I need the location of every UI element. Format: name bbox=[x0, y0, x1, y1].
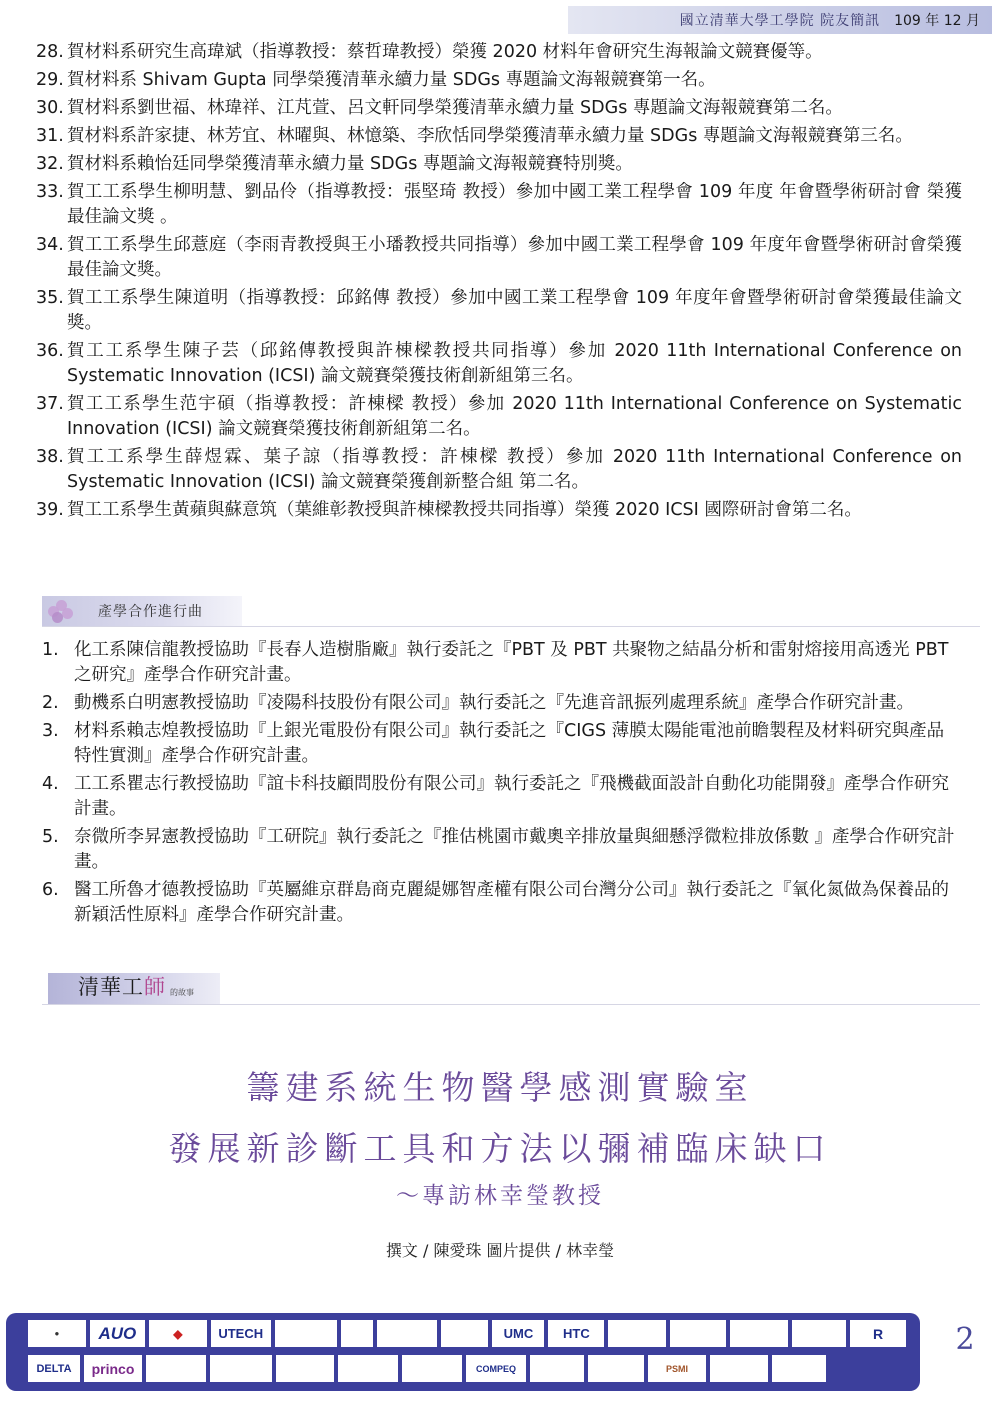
sponsor-logo bbox=[276, 1355, 334, 1382]
item-number: 37. bbox=[36, 394, 64, 414]
item-number: 28. bbox=[36, 42, 64, 62]
sponsor-logo bbox=[377, 1320, 437, 1347]
list-item bbox=[42, 691, 956, 716]
sponsor-logo bbox=[341, 1320, 373, 1347]
list-item bbox=[42, 878, 956, 928]
header-banner bbox=[568, 6, 992, 34]
item-number: 2. bbox=[42, 693, 59, 713]
item-number: 39. bbox=[36, 500, 64, 520]
sponsor-logo-r: R bbox=[850, 1320, 906, 1347]
item-text: 賀材料系 Shivam Gupta 同學榮獲清華永續力量 SDGs 專題論文海報競賽第一名。 bbox=[67, 70, 716, 90]
issue-date: 109 年 12 月 bbox=[894, 13, 980, 29]
sponsor-logo bbox=[710, 1355, 768, 1382]
page-number: 2 bbox=[955, 1322, 975, 1357]
feature-banner bbox=[48, 973, 220, 1005]
item-number: 5. bbox=[42, 827, 59, 847]
item-number: 32. bbox=[36, 154, 64, 174]
article-title bbox=[0, 1062, 1000, 1170]
section-title: 產學合作進行曲 bbox=[98, 604, 203, 620]
newsletter-name: 國立清華大學工學院 院友簡訊 bbox=[679, 13, 881, 29]
list-item bbox=[36, 286, 962, 336]
divider bbox=[42, 1004, 980, 1005]
item-number: 36. bbox=[36, 341, 64, 361]
sponsor-logo bbox=[441, 1320, 489, 1347]
list-item bbox=[36, 68, 962, 93]
item-number: 35. bbox=[36, 288, 64, 308]
sponsor-logo bbox=[338, 1355, 398, 1382]
sponsor-logo-utech: UTECH bbox=[211, 1320, 271, 1347]
sponsor-logo bbox=[730, 1320, 788, 1347]
sponsor-logo bbox=[588, 1355, 644, 1382]
item-number: 3. bbox=[42, 721, 59, 741]
item-text: 賀材料系研究生高瑋斌（指導教授：蔡哲瑋教授）榮獲 2020 材料年會研究生海報論文競賽優等。 bbox=[67, 42, 823, 62]
sponsor-logo-umc: UMC bbox=[492, 1320, 544, 1347]
item-text: 賀材料系許家捷、林芳宜、林曜與、林憶築、李欣恬同學榮獲清華永續力量 SDGs 專題論文海報競賽第三名。 bbox=[67, 126, 913, 146]
sponsor-logo bbox=[275, 1320, 337, 1347]
item-text: 賀工工系學生范宇碩（指導教授：許棟樑 教授）參加 2020 11th International Conference on Systematic Innovation (ICSI) 論文競賽榮獲技術創新組第二名。 bbox=[67, 394, 962, 439]
sponsor-row bbox=[28, 1355, 910, 1382]
section-header-coop bbox=[42, 596, 242, 626]
sponsor-logo bbox=[146, 1355, 206, 1382]
sponsor-row bbox=[28, 1320, 910, 1347]
sponsor-logo bbox=[670, 1320, 726, 1347]
list-item bbox=[36, 96, 962, 121]
item-text: 醫工所魯才德教授協助『英屬維京群島商克麗緹娜智產權有限公司台灣分公司』執行委託之『氧化氮做為保養品的新穎活性原料』產學合作研究計畫。 bbox=[74, 880, 949, 925]
list-item bbox=[36, 40, 962, 65]
item-text: 賀材料系劉世福、林瑋祥、江芃萱、呂文軒同學榮獲清華永續力量 SDGs 專題論文海報競賽第二名。 bbox=[67, 98, 843, 118]
item-text: 材料系賴志煌教授協助『上銀光電股份有限公司』執行委託之『CIGS 薄膜太陽能電池前瞻製程及材料研究與產品特性實測』產學合作研究計畫。 bbox=[74, 721, 945, 766]
sponsor-logo bbox=[402, 1355, 462, 1382]
article-byline: 撰文 / 陳愛珠 圖片提供 / 林幸瑩 bbox=[385, 1241, 615, 1260]
list-item bbox=[36, 339, 962, 389]
divider bbox=[42, 626, 980, 627]
sponsor-banner bbox=[6, 1313, 920, 1391]
article-title-line1: 籌建系統生物醫學感測實驗室 bbox=[246, 1068, 754, 1107]
awards-list bbox=[36, 40, 962, 526]
item-number: 38. bbox=[36, 447, 64, 467]
sponsor-logo bbox=[608, 1320, 666, 1347]
flower-icon bbox=[46, 598, 76, 624]
item-text: 賀工工系學生陳道明（指導教授：邱銘傳 教授）參加中國工業工程學會 109 年度年會暨學術研討會榮獲最佳論文獎。 bbox=[67, 288, 962, 333]
item-text: 賀工工系學生邱薏庭（李雨青教授與王小璠教授共同指導）參加中國工業工程學會 109 年度年會暨學術研討會榮獲最佳論文獎。 bbox=[67, 235, 962, 280]
sponsor-logo-auo: AUO bbox=[90, 1320, 145, 1347]
item-number: 1. bbox=[42, 640, 59, 660]
item-text: 奈微所李昇憲教授協助『工研院』執行委託之『推估桃園市戴奧辛排放量與細懸浮微粒排放係數 』產學合作研究計畫。 bbox=[74, 827, 955, 872]
list-item bbox=[36, 392, 962, 442]
item-number: 30. bbox=[36, 98, 64, 118]
list-item bbox=[36, 152, 962, 177]
list-item bbox=[42, 772, 956, 822]
feature-banner-title: 清華工師 bbox=[78, 975, 166, 999]
feature-banner-subtitle: 的故事 bbox=[170, 988, 194, 997]
item-number: 34. bbox=[36, 235, 64, 255]
sponsor-logo bbox=[210, 1355, 272, 1382]
sponsor-logo bbox=[792, 1320, 846, 1347]
item-number: 4. bbox=[42, 774, 59, 794]
sponsor-logo-htc: HTC bbox=[548, 1320, 604, 1347]
coop-list bbox=[42, 638, 956, 931]
sponsor-logo-princo: princo bbox=[84, 1355, 142, 1382]
sponsor-logo-psmi: PSMI bbox=[648, 1355, 706, 1382]
item-text: 賀工工系學生黃蘋與蘇意筑（葉維彰教授與許棟樑教授共同指導）榮獲 2020 ICSI 國際研討會第二名。 bbox=[67, 500, 862, 520]
list-item bbox=[42, 638, 956, 688]
sponsor-logo-delta: DELTA bbox=[28, 1355, 80, 1382]
sponsor-logo bbox=[530, 1355, 584, 1382]
sponsor-logo bbox=[772, 1355, 826, 1382]
item-number: 31. bbox=[36, 126, 64, 146]
item-text: 賀工工系學生陳子芸（邱銘傳教授與許棟樑教授共同指導）參加 2020 11th International Conference on Systematic Innovation (ICSI) 論文競賽榮獲技術創新組第三名。 bbox=[67, 341, 962, 386]
list-item bbox=[36, 498, 962, 523]
list-item bbox=[36, 180, 962, 230]
sponsor-logo: ● bbox=[28, 1320, 86, 1347]
item-text: 賀材料系賴怡廷同學榮獲清華永續力量 SDGs 專題論文海報競賽特別獎。 bbox=[67, 154, 633, 174]
item-text: 化工系陳信龍教授協助『長春人造樹脂廠』執行委託之『PBT 及 PBT 共聚物之結晶分析和雷射熔接用高透光 PBT 之研究』產學合作研究計畫。 bbox=[74, 640, 949, 685]
item-text: 賀工工系學生薛煜霖、葉子諒（指導教授：許棟樑 教授）參加 2020 11th International Conference on Systematic Innovation (ICSI) 論文競賽榮獲創新整合組 第二名。 bbox=[67, 447, 962, 492]
list-item bbox=[36, 124, 962, 149]
list-item bbox=[36, 233, 962, 283]
sponsor-logo-compeq: COMPEQ bbox=[466, 1355, 526, 1382]
item-number: 33. bbox=[36, 182, 64, 202]
item-text: 工工系瞿志行教授協助『誼卡科技顧問股份有限公司』執行委託之『飛機截面設計自動化功能開發』產學合作研究計畫。 bbox=[74, 774, 949, 819]
item-text: 賀工工系學生柳明慧、劉品伶（指導教授：張堅琦 教授）參加中國工業工程學會 109 年度 年會暨學術研討會 榮獲最佳論文獎 。 bbox=[67, 182, 962, 227]
list-item bbox=[36, 445, 962, 495]
list-item bbox=[42, 719, 956, 769]
item-text: 動機系白明憲教授協助『凌陽科技股份有限公司』執行委託之『先進音訊振列處理系統』產學合作研究計畫。 bbox=[74, 693, 914, 713]
item-number: 6. bbox=[42, 880, 59, 900]
article-title-line2: 發展新診斷工具和方法以彌補臨床缺口 bbox=[168, 1129, 832, 1168]
article-subtitle: ～專訪林幸瑩教授 bbox=[396, 1183, 604, 1209]
list-item bbox=[42, 825, 956, 875]
sponsor-logo: ◆ bbox=[149, 1320, 207, 1347]
item-number: 29. bbox=[36, 70, 64, 90]
